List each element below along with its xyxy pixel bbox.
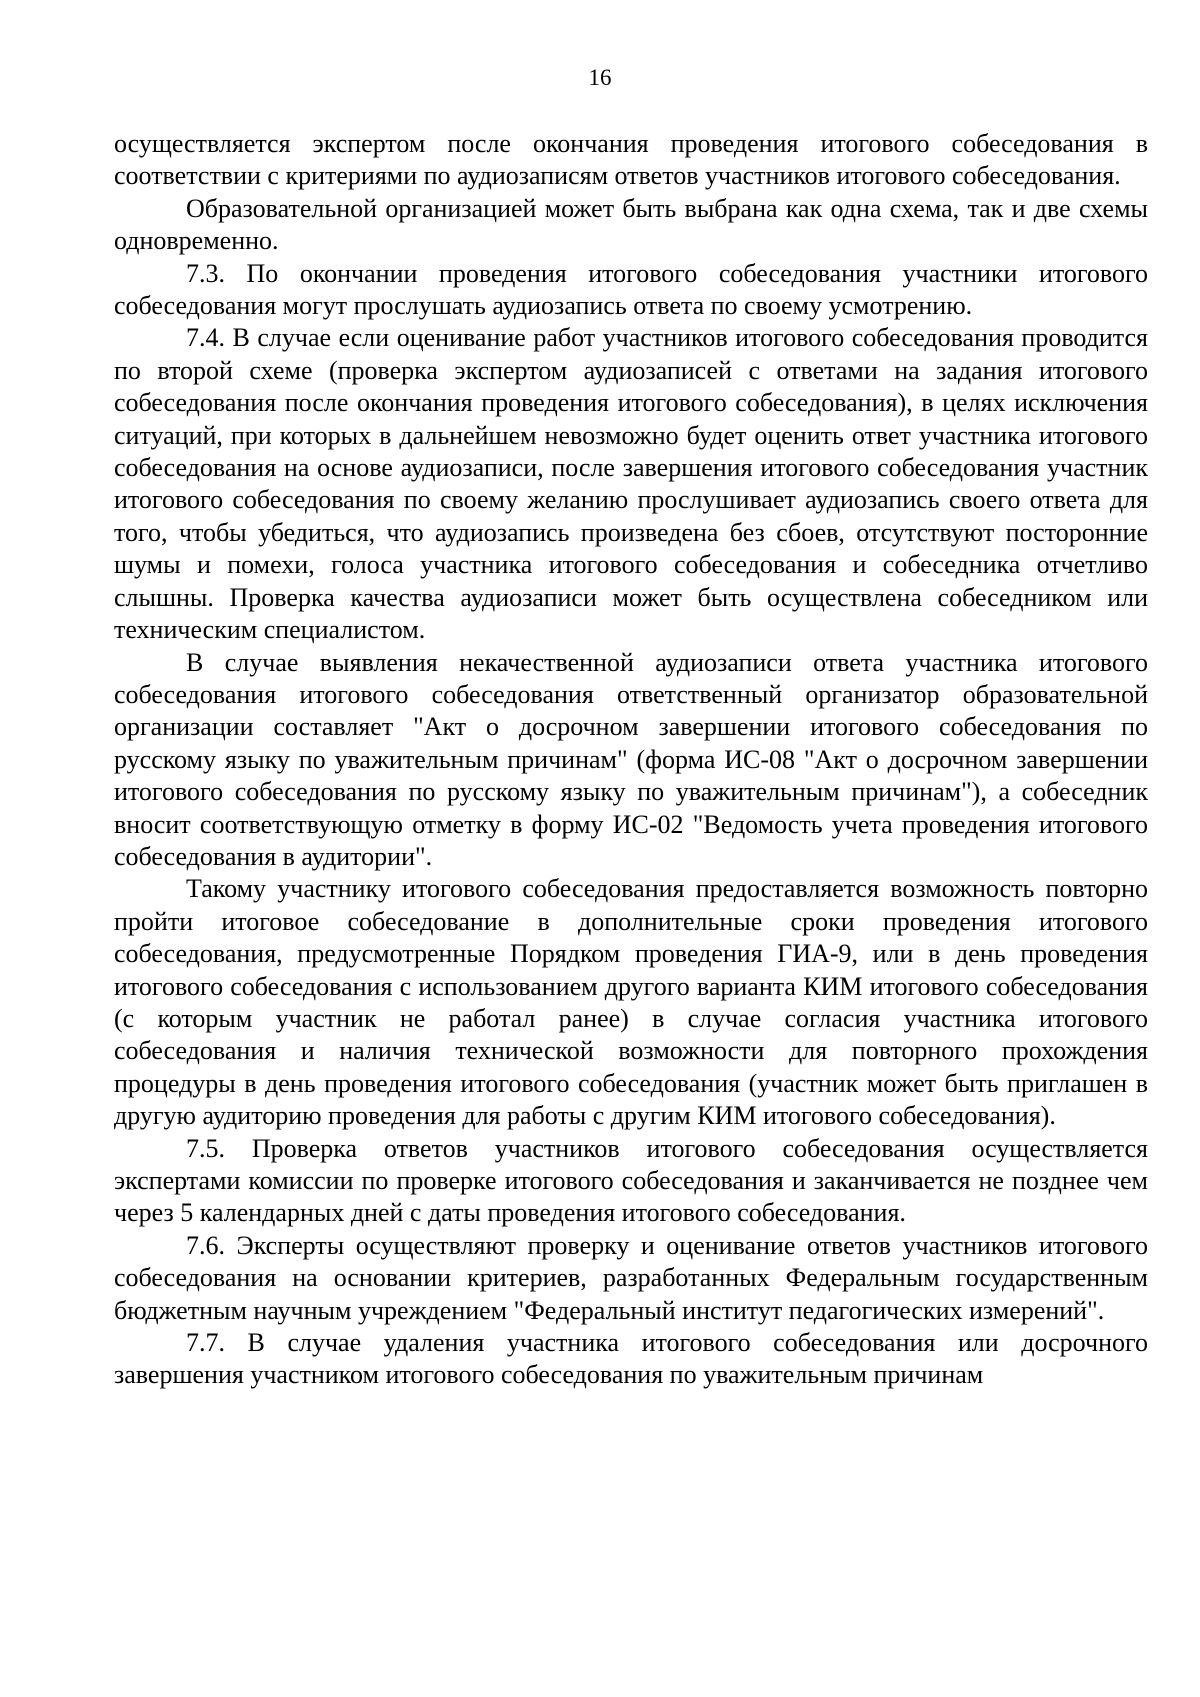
paragraph-7-5: 7.5. Проверка ответов участников итогового собеседования осуществляется экспертами комиссии по проверке итогового собеседования и заканчивается не позднее чем через 5 календарных дней с даты проведения итогового собеседования. — [114, 1133, 1148, 1228]
paragraph-poor-audio: В случае выявления некачественной аудиозаписи ответа участника итогового собеседования итогового собеседования ответственный организатор образовательной организации составляет "Акт о досрочном завершении итогового собеседования по русскому языку по уважительным причинам" (форма ИС-08 "Акт о досрочном завершении итогового собеседования по русскому языку по уважительным причинам"), а собеседник вносит соответствующую отметку в форму ИС-02 "Ведомость учета проведения итогового собеседования в аудитории". — [114, 647, 1148, 871]
paragraph-scheme-choice: Образовательной организацией может быть выбрана как одна схема, так и две схемы одновременно. — [114, 193, 1148, 256]
paragraph-retake: Такому участнику итогового собеседования предоставляется возможность повторно пройти итоговое собеседование в дополнительные сроки проведения итогового собеседования, предусмотренные Порядком проведения ГИА-9, или в день проведения итогового собеседования с использованием другого варианта КИМ итогового собеседования (с которым участник не работал ранее) в случае согласия участника итогового собеседования и наличия технической возможности для повторного прохождения процедуры в день проведения итогового собеседования (участник может быть приглашен в другую аудиторию проведения для работы с другим КИМ итогового собеседования). — [114, 874, 1148, 1131]
paragraph-7-4: 7.4. В случае если оценивание работ участников итогового собеседования проводится по второй схеме (проверка экспертом аудиозаписей с ответами на задания итогового собеседования после окончания проведения итогового собеседования), в целях исключения ситуаций, при которых в дальнейшем невозможно будет оценить ответ участника итогового собеседования на основе аудиозаписи, после завершения итогового собеседования участник итогового собеседования по своему желанию прослушивает аудиозапись своего ответа для того, чтобы убедиться, что аудиозапись произведена без сбоев, отсутствуют посторонние шумы и помехи, голоса участника итогового собеседования и собеседника отчетливо слышны. Проверка качества аудиозаписи может быть осуществлена собеседником или техническим специалистом. — [114, 323, 1148, 645]
paragraph-continuation: осуществляется экспертом после окончания проведения итогового собеседования в соответствии с критериями по аудиозаписям ответов участников итогового собеседования. — [114, 129, 1148, 191]
document-body — [114, 128, 1148, 1392]
page-number: 16 — [588, 65, 612, 90]
paragraph-7-3: 7.3. По окончании проведения итогового собеседования участники итогового собеседования могут прослушать аудиозапись ответа по своему усмотрению. — [114, 258, 1148, 321]
paragraph-7-7: 7.7. В случае удаления участника итогового собеседования или досрочного завершения участником итогового собеседования по уважительным причинам — [114, 1328, 1148, 1390]
paragraph-7-6: 7.6. Эксперты осуществляют проверку и оценивание ответов участников итогового собеседования на основании критериев, разработанных Федеральным государственным бюджетным научным учреждением "Федеральный институт педагогических измерений". — [114, 1230, 1148, 1325]
